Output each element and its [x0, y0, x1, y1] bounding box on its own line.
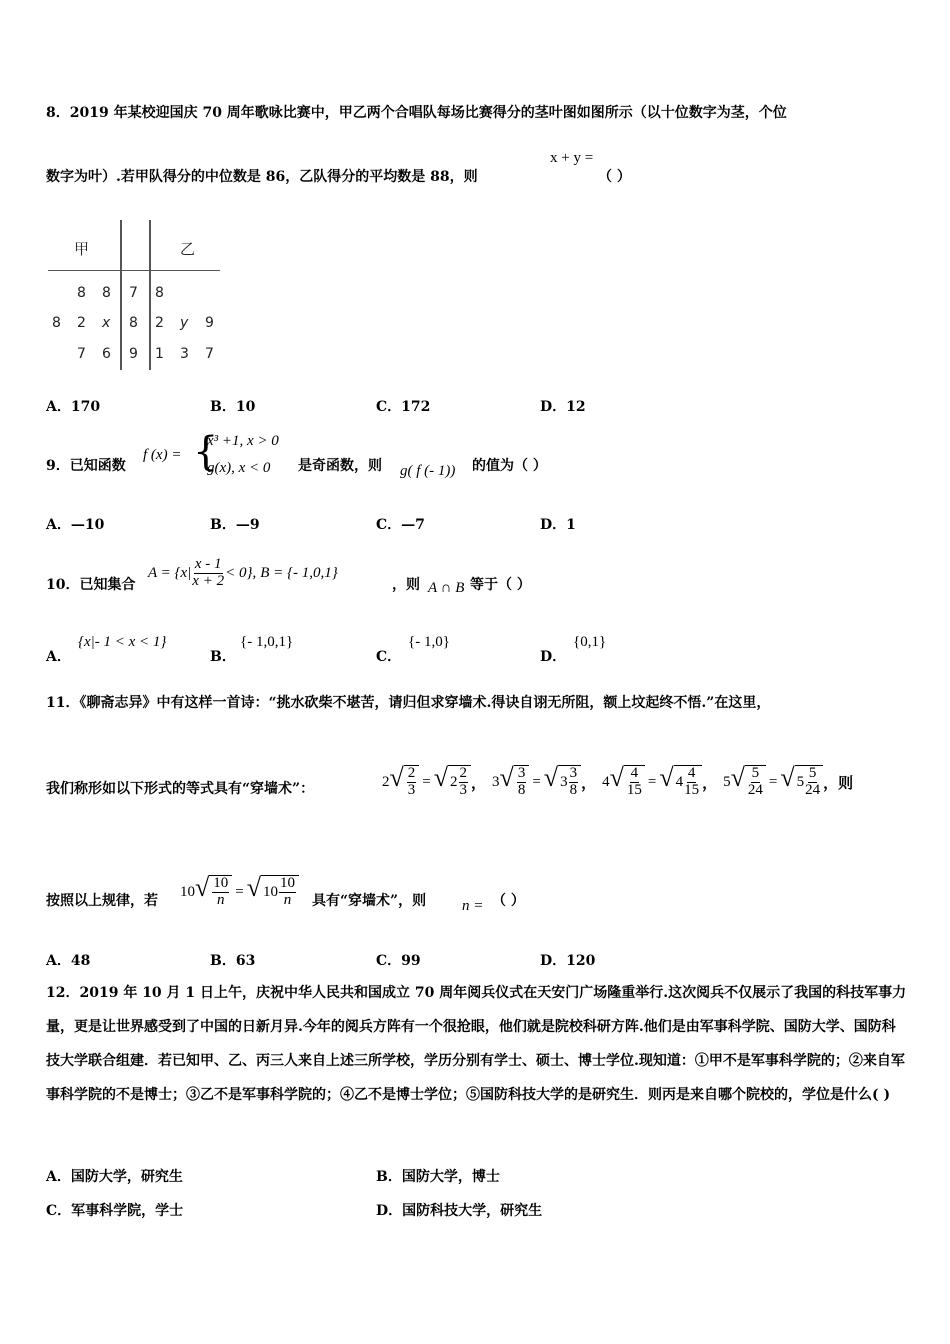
example-den: 8 [569, 782, 578, 798]
q12-option-d[interactable]: D．国防科技大学，研究生 [376, 1203, 543, 1219]
q10-option-c-label[interactable]: C． [376, 649, 402, 665]
leaf: 8 [102, 285, 111, 301]
separator: ， [471, 773, 487, 792]
separator: ， [581, 773, 597, 792]
leaf: 7 [205, 346, 214, 362]
example-num: 3 [569, 765, 578, 782]
q10-set-a-left: A = {x| [148, 564, 192, 581]
q10-option-a-label[interactable]: A． [46, 649, 71, 665]
q10-option-d-value[interactable]: {0,1} [573, 634, 607, 650]
leaf: 6 [102, 346, 111, 362]
q9-mid: 是奇函数，则 [298, 458, 382, 474]
q9-case-1: x³ +1, x > 0 [207, 433, 279, 449]
example-num: 3 [517, 765, 526, 782]
example-k: 2 [382, 773, 390, 790]
q10-set-a [148, 548, 338, 598]
stem-leaf-head-right: 乙 [180, 240, 196, 258]
q9-option-c[interactable]: C．—7 [376, 517, 425, 533]
q9-option-b[interactable]: B．—9 [210, 517, 260, 533]
q12-option-a[interactable]: A．国防大学，研究生 [46, 1169, 183, 1185]
q9-option-a[interactable]: A．—10 [46, 517, 105, 533]
example-den: 3 [407, 782, 416, 798]
stem: 7 [129, 285, 138, 301]
example-den: 15 [684, 782, 700, 798]
q9-option-d[interactable]: D．1 [540, 517, 576, 533]
example-den: 24 [747, 782, 763, 798]
radical: √ 10 $\frac{10}{n}$ [247, 875, 299, 909]
q10-option-d-label[interactable]: D． [540, 649, 567, 665]
q11-option-d[interactable]: D．120 [540, 953, 596, 969]
example-num: 2 [407, 765, 416, 782]
leaf: 2 [155, 315, 164, 331]
example-num: 5 [751, 765, 760, 782]
stem-leaf-hline [48, 270, 220, 271]
leaf: 8 [52, 315, 61, 331]
q8-formula: x + y = [550, 150, 594, 166]
q10-option-b-label[interactable]: B． [210, 649, 236, 665]
example-den: 8 [517, 782, 526, 798]
q8-stem-line2: 数字为叶）.若甲队得分的中位数是 86，乙队得分的平均数是 88，则 [46, 169, 478, 185]
radical: √ $\frac{5}{24}$ [731, 765, 766, 799]
leaf: 7 [77, 346, 86, 362]
leaf: 2 [77, 315, 86, 331]
q9-case-2: g(x), x < 0 [207, 460, 271, 476]
example-k: 3 [492, 773, 500, 790]
example-k: 5 [723, 773, 731, 790]
condition-k: 10 [180, 883, 195, 900]
separator: ， [702, 773, 718, 792]
q10-frac-num: x - 1 [194, 555, 222, 572]
radical: √ 5 $\frac{5}{24}$ [780, 765, 823, 799]
example-num: 4 [687, 765, 696, 782]
q11-line3-suffix: （ ） [492, 893, 525, 909]
q9-fx: f (x) = [143, 447, 182, 463]
leaf: 8 [77, 285, 86, 301]
q11-option-b[interactable]: B．63 [210, 953, 256, 969]
q9-brace: { [193, 429, 219, 475]
q11-line3-mid: 具有“穿墙术”，则 [312, 893, 427, 909]
example-k: 4 [602, 773, 610, 790]
radical: √ 3 $\frac{3}{8}$ [544, 765, 581, 799]
q10-option-c-value[interactable]: {- 1,0} [408, 634, 450, 650]
radical: √ $\frac{4}{15}$ [610, 765, 645, 799]
example-k: 3 [560, 774, 568, 790]
example-den: 24 [805, 782, 821, 798]
example-k: 2 [450, 774, 458, 790]
stem-leaf-vline-1 [120, 220, 122, 370]
q10-fraction [192, 557, 224, 590]
leaf: 3 [180, 346, 189, 362]
q10-option-a-value[interactable]: {x|- 1 < x < 1} [78, 634, 167, 650]
q11-line2-prefix: 我们称形如以下形式的等式具有“穿墙术”： [46, 781, 315, 797]
q8-option-c[interactable]: C．172 [376, 399, 431, 415]
leaf: 1 [155, 346, 164, 362]
example-num: 4 [630, 765, 639, 782]
q11-line2-suffix: ，则 [823, 773, 854, 792]
q9-prefix: 9．已知函数 [46, 458, 126, 474]
stem-leaf-head-left: 甲 [74, 240, 90, 258]
stem: 9 [129, 346, 138, 362]
q8-option-a[interactable]: A．170 [46, 399, 101, 415]
q8-option-d[interactable]: D．12 [540, 399, 586, 415]
q11-examples: 2 √ $\frac{2}{3}$ = √ 2 $\frac{2}{3}$ ， 3 √ $\frac{3}{8}$ = √ 3 $\frac{3}{8}$ ， 4 √ $\frac{4}{15}$ = √ 4 $\frac{4}{15}$ ， 5 √ $\frac{5}{24}$ = √ 5 $\frac{5}{24}$ ，则 [382, 763, 854, 798]
q12-option-b[interactable]: B．国防大学，博士 [376, 1169, 500, 1185]
condition-k: 10 [263, 884, 279, 900]
condition-den: n [217, 892, 225, 908]
q9-gf: g( f (- 1)) [400, 463, 456, 479]
example-den: 15 [626, 782, 642, 798]
radical: √ $\frac{2}{3}$ [390, 765, 420, 799]
q12-option-c[interactable]: C．军事科学院，学士 [46, 1203, 184, 1219]
q12-stem: 12．2019 年 10 月 1 日上午，庆祝中华人民共和国成立 70 周年阅兵仪式在天安门广场隆重举行.这次阅兵不仅展示了我国的科技军事力量，更是让世界感受到了中国的日新月异.今年的阅兵方阵有一个很抢眼，他们就是院校科研方阵.他们是由军事科学院、国防大学、国防科技大学联合组建．若已知甲、乙、丙三人来自上述三所学校，学历分别有学士、硕士、博士学位.现知道：①甲不是军事科学院的；②来自军事科学院的不是博士；③乙不是军事科学院的；④乙不是博士学位；⑤国防科技大学的是研究生．则丙是来自哪个院校的，学位是什么( ) [46, 985, 907, 1103]
example-k: 5 [796, 774, 805, 790]
radical: √ $\frac{3}{8}$ [500, 765, 530, 799]
q11-option-c[interactable]: C．99 [376, 953, 421, 969]
q11-condition: 10 √ $\frac{10}{n}$ = √ 10 $\frac{10}{n}$ [180, 864, 299, 920]
stem: 8 [129, 315, 138, 331]
q9-suffix: 的值为（ ） [472, 458, 547, 474]
q8-option-b[interactable]: B．10 [210, 399, 256, 415]
example-num: 2 [459, 765, 468, 782]
q10-set-a-right: < 0}, [225, 564, 257, 581]
leaf: 9 [205, 315, 214, 331]
example-den: 3 [459, 782, 468, 798]
q10-set-b: B = {- 1,0,1} [260, 564, 338, 581]
q10-option-b-value[interactable]: {- 1,0,1} [240, 634, 294, 650]
q11-line3-prefix: 按照以上规律，若 [46, 893, 158, 909]
radical: √ $\frac{10}{n}$ [195, 875, 232, 909]
radical: √ 4 $\frac{4}{15}$ [659, 765, 702, 799]
condition-den: n [283, 892, 292, 908]
q10-prefix: 10．已知集合 [46, 577, 136, 593]
example-num: 5 [808, 765, 817, 782]
radical: √ 2 $\frac{2}{3}$ [434, 765, 471, 799]
q8-stem-line1: 8．2019 年某校迎国庆 70 周年歌咏比赛中，甲乙两个合唱队每场比赛得分的茎叶图如图所示（以十位数字为茎，个位 [46, 105, 787, 121]
q11-line1: 11．《聊斋志异》中有这样一首诗：“挑水砍柴不堪苦，请归但求穿墙术.得诀自诩无所阻，额上坟起终不悟.”在这里， [46, 695, 771, 711]
q10-mid: ，则 [392, 577, 420, 593]
condition-num: 10 [280, 875, 296, 892]
example-k: 4 [675, 774, 684, 790]
condition-num: 10 [213, 875, 229, 892]
stem-leaf-vline-2 [149, 220, 151, 370]
q10-cap: A ∩ B [428, 580, 465, 596]
leaf: y [180, 315, 189, 331]
q10-suffix: 等于（ ） [470, 577, 531, 593]
leaf: 8 [155, 285, 164, 301]
q11-n-eq: n = [462, 898, 484, 914]
q11-option-a[interactable]: A．48 [46, 953, 91, 969]
q10-frac-den: x + 2 [192, 572, 225, 589]
q8-answer-paren: （ ） [598, 169, 631, 185]
leaf: x [102, 315, 111, 331]
